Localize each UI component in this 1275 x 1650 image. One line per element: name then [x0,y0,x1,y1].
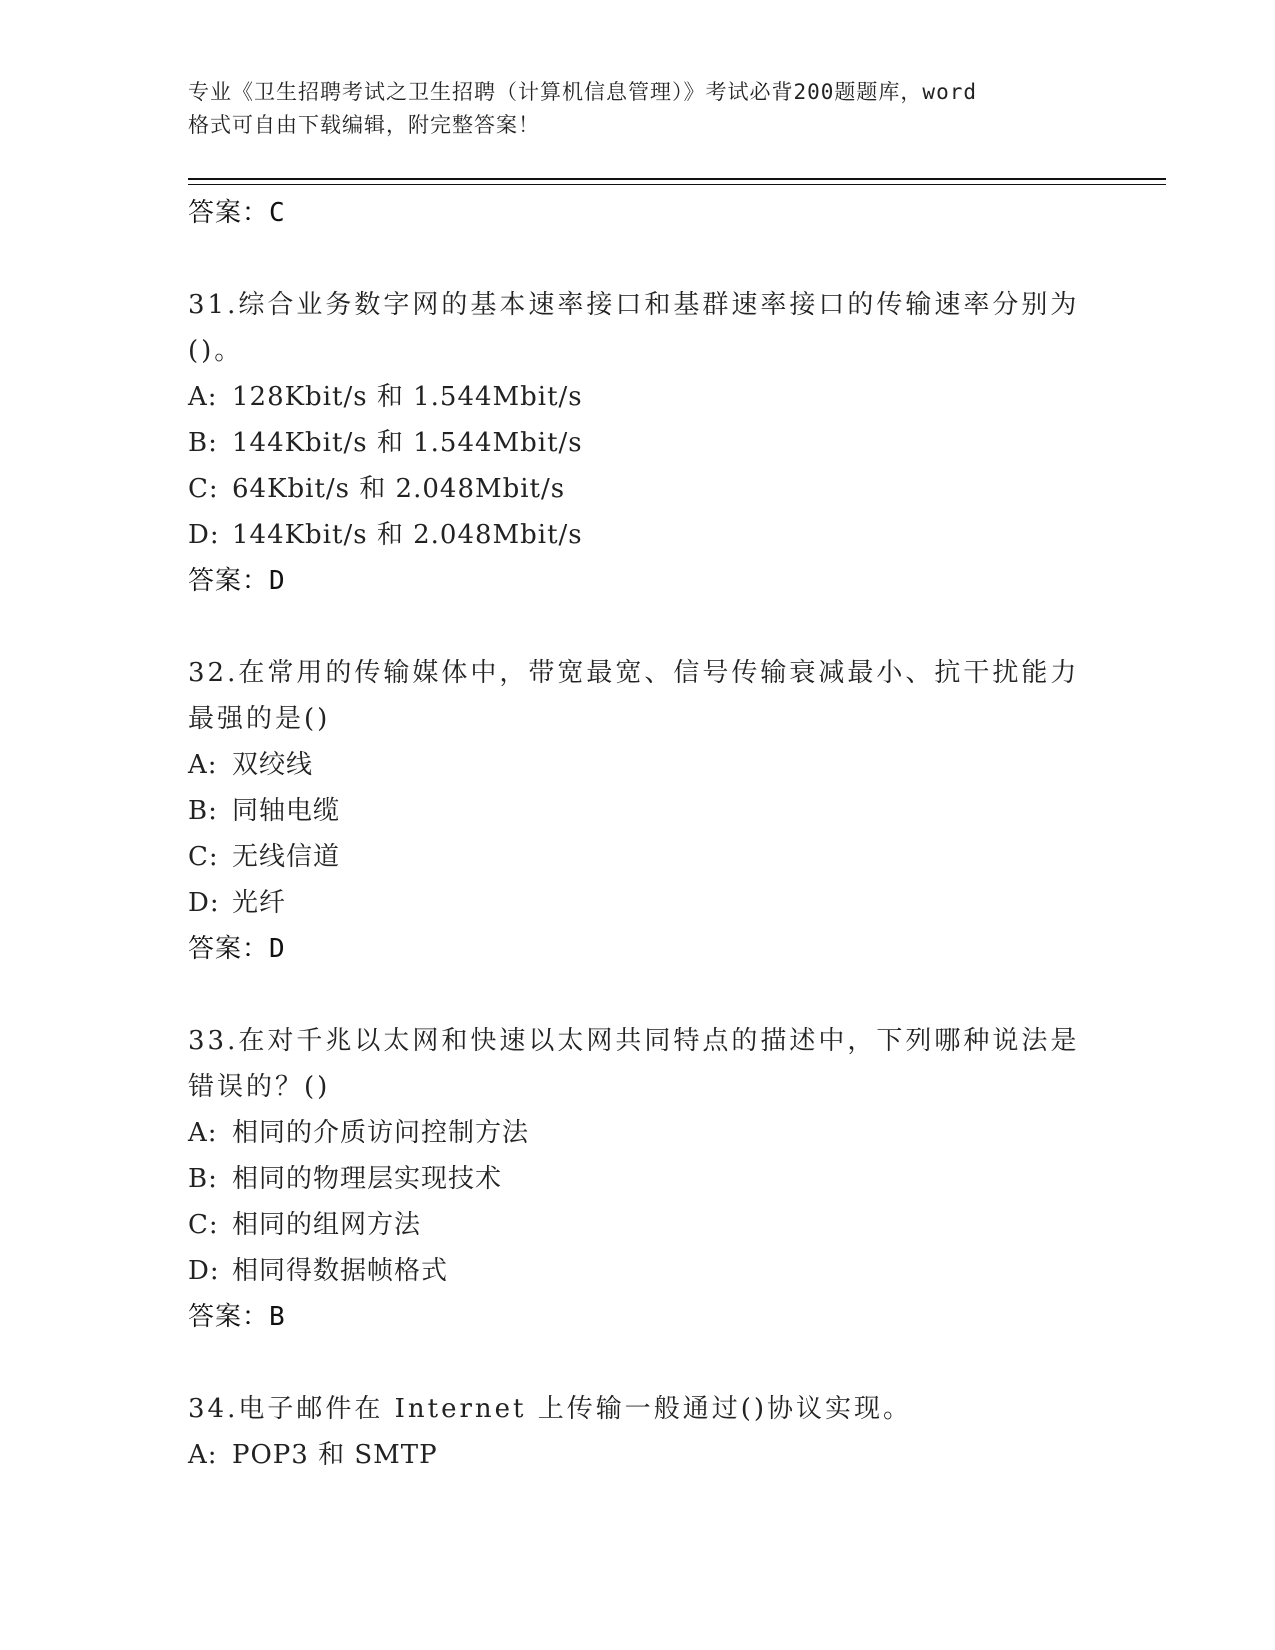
option-label: B: [188,1164,218,1194]
option-label: B: [188,428,218,458]
option-text: 144Kbit/s 和 2.048Mbit/s [232,520,583,550]
option-text: POP3 和 SMTP [232,1440,438,1470]
option-label: C: [188,474,219,504]
option-d [188,1248,1088,1294]
option-d [188,512,1088,558]
option-label: B: [188,796,218,826]
option-text: 无线信道 [232,842,341,872]
question-text-continued: ()。 [188,336,244,366]
option-text: 同轴电缆 [232,796,341,826]
option-label: A: [188,750,218,780]
option-label: A: [188,1440,218,1470]
header-line-2: 格式可自由下载编辑，附完整答案！ [188,113,540,137]
option-label: A: [188,382,218,412]
option-c [188,466,1088,512]
option-c [188,834,1088,880]
question-34 [188,1386,1088,1478]
document-body [188,190,1088,1478]
question-32 [188,650,1088,972]
answer-line: 答案：D [188,566,286,596]
question-text: 33.在对千兆以太网和快速以太网共同特点的描述中，下列哪种说法是 [188,1026,1080,1056]
answer-line: 答案：B [188,1302,286,1332]
answer-line: 答案：D [188,934,286,964]
header-line-1: 专业《卫生招聘考试之卫生招聘（计算机信息管理）》考试必背200题题库，word [188,80,977,104]
option-label: D: [188,1256,220,1286]
option-text: 相同的组网方法 [232,1210,422,1240]
option-label: D: [188,520,220,550]
option-a [188,374,1088,420]
question-text-continued: 错误的？() [188,1072,331,1102]
option-c [188,1202,1088,1248]
document-header [188,76,1088,142]
question-text: 32.在常用的传输媒体中，带宽最宽、信号传输衰减最小、抗干扰能力 [188,658,1080,688]
option-text: 64Kbit/s 和 2.048Mbit/s [232,474,566,504]
answer-line: 答案：C [188,198,286,228]
question-text: 34.电子邮件在 Internet 上传输一般通过()协议实现。 [188,1394,913,1424]
option-text: 144Kbit/s 和 1.544Mbit/s [232,428,583,458]
header-divider-thin [188,184,1166,185]
question-text: 31.综合业务数字网的基本速率接口和基群速率接口的传输速率分别为 [188,290,1080,320]
option-text: 128Kbit/s 和 1.544Mbit/s [232,382,583,412]
option-text: 相同得数据帧格式 [232,1256,449,1286]
option-text: 光纤 [232,888,287,918]
question-text-continued: 最强的是() [188,704,331,734]
question-31 [188,282,1088,604]
option-label: C: [188,842,219,872]
header-divider-thick [188,178,1166,180]
option-b [188,788,1088,834]
option-d [188,880,1088,926]
option-a [188,1110,1088,1156]
option-text: 双绞线 [232,750,314,780]
option-a [188,1432,1088,1478]
option-text: 相同的介质访问控制方法 [232,1118,530,1148]
option-text: 相同的物理层实现技术 [232,1164,503,1194]
option-a [188,742,1088,788]
option-label: D: [188,888,220,918]
option-b [188,420,1088,466]
option-label: A: [188,1118,218,1148]
question-33 [188,1018,1088,1340]
option-b [188,1156,1088,1202]
option-label: C: [188,1210,219,1240]
